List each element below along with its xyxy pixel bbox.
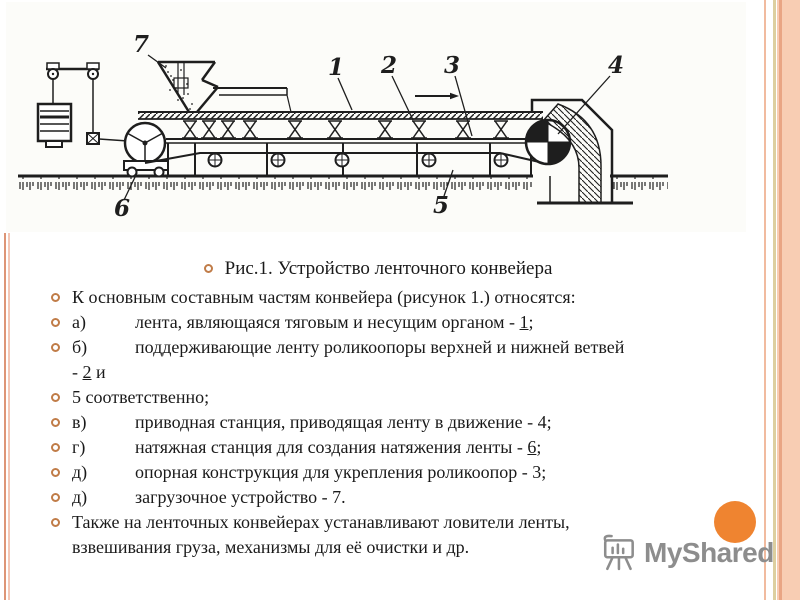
list-item	[0, 360, 756, 385]
item-text: - 2 и	[72, 362, 106, 382]
return-roller	[336, 154, 349, 167]
item-letter: а)	[72, 312, 86, 332]
diagram-label-3: 3	[443, 52, 461, 79]
diagram-label-4: 4	[607, 52, 625, 79]
list-item	[0, 510, 756, 535]
diagram-label-7: 7	[132, 31, 150, 58]
diagram-label-1: 1	[327, 54, 345, 81]
return-roller	[209, 154, 222, 167]
bullet-list	[0, 285, 756, 560]
diagram-label-5: 5	[432, 192, 450, 219]
myshared-watermark	[602, 534, 774, 572]
item-text: загрузочное устройство - 7.	[135, 487, 346, 507]
bullet-icon	[51, 318, 60, 327]
bullet-icon	[51, 418, 60, 427]
tail-pulley	[124, 123, 168, 177]
figure-caption-text: Рис.1. Устройство ленточного конвейера	[224, 258, 553, 279]
bullet-icon	[51, 493, 60, 502]
item-text: приводная станция, приводящая ленту в движение - 4;	[135, 412, 552, 432]
list-item	[0, 385, 756, 410]
item-letter: в)	[72, 412, 87, 432]
bullet-icon	[51, 393, 60, 402]
bullet-icon	[51, 518, 60, 527]
item-letter: г)	[72, 437, 86, 457]
list-item	[0, 285, 756, 310]
diagram-label-6: 6	[113, 195, 131, 222]
bullet-icon	[204, 264, 213, 273]
item-text: поддерживающие ленту роликоопоры верхней и нижней ветвей	[135, 337, 625, 357]
item-letter: д)	[72, 462, 88, 482]
figure-caption	[0, 256, 756, 282]
list-item	[0, 460, 756, 485]
item-text: 5 соответственно;	[72, 387, 210, 407]
item-letter: б)	[72, 337, 88, 357]
slide-text-block	[0, 256, 756, 560]
presentation-board-icon	[602, 534, 638, 572]
return-roller	[272, 154, 285, 167]
item-text: опорная конструкция для укрепления роликоопор - 3;	[135, 462, 547, 482]
item-text: Также на ленточных конвейерах устанавливают ловители ленты,	[72, 512, 570, 532]
list-item	[0, 485, 756, 510]
list-item	[0, 335, 756, 360]
conveyor-diagram	[0, 0, 800, 240]
bullet-icon	[51, 293, 60, 302]
bullet-icon	[51, 443, 60, 452]
list-item	[0, 310, 756, 335]
item-text: взвешивания груза, механизмы для её очистки и др.	[72, 537, 470, 557]
return-roller	[495, 154, 508, 167]
item-text: К основным составным частям конвейера (рисунок 1.) относятся:	[72, 287, 576, 307]
bullet-icon	[51, 468, 60, 477]
watermark-text: MyShared	[644, 537, 774, 568]
item-text: натяжная станция для создания натяжения ленты - 6;	[135, 437, 542, 457]
item-text: лента, являющаяся тяговым и несущим органом - 1;	[135, 312, 534, 332]
diagram-label-2: 2	[380, 52, 398, 79]
list-item	[0, 435, 756, 460]
list-item	[0, 410, 756, 435]
return-roller	[423, 154, 436, 167]
bullet-icon	[51, 343, 60, 352]
item-letter: д)	[72, 487, 88, 507]
